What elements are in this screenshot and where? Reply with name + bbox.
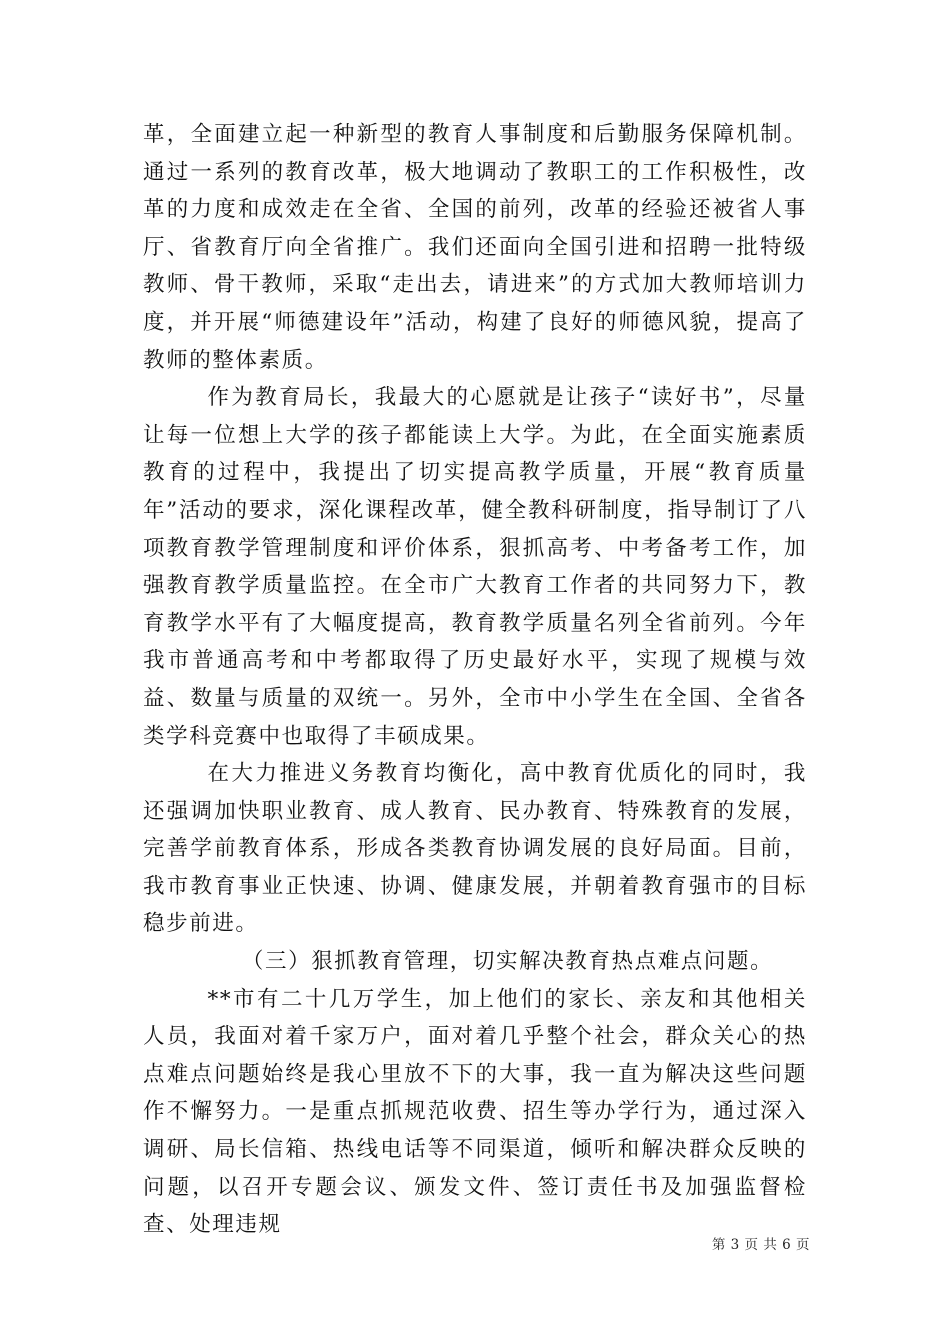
page-number: 第 3 页 共 6 页 <box>711 1237 810 1253</box>
section-heading: （三）狠抓教育管理，切实解决教育热点难点问题。 <box>241 949 774 975</box>
document-body <box>143 116 807 1244</box>
paragraph-balanced-development: 在大力推进义务教育均衡化，高中教育优质化的同时，我还强调加快职业教育、成人教育、民办教育、特殊教育的发展，完善学前教育体系，形成各类教育协调发展的良好局面。目前，我市教育事业正快速、协调、健康发展，并朝着教育强市的目标稳步前进。 <box>143 761 807 937</box>
paragraph-continuation: 革，全面建立起一种新型的教育人事制度和后勤服务保障机制。通过一系列的教育改革，极大地调动了教职工的工作积极性，改革的力度和成效走在全省、全国的前列，改革的经验还被省人事厅、省教育厅向全省推广。我们还面向全国引进和招聘一批特级教师、骨干教师，采取“走出去，请进来”的方式加大教师培训力度，并开展“师德建设年”活动，构建了良好的师德风貌，提高了教师的整体素质。 <box>143 122 807 373</box>
paragraph-education-quality: 作为教育局长，我最大的心愿就是让孩子“读好书”，尽量让每一位想上大学的孩子都能读上大学。为此，在全面实施素质教育的过程中，我提出了切实提高教学质量，开展“教育质量年”活动的要求，深化课程改革，健全教科研制度，指导制订了八项教育教学管理制度和评价体系，狠抓高考、中考备考工作，加强教育教学质量监控。在全市广大教育工作者的共同努力下，教育教学水平有了大幅度提高，教育教学质量名列全省前列。今年我市普通高考和中考都取得了历史最好水平，实现了规模与效益、数量与质量的双统一。另外，全市中小学生在全国、全省各类学科竞赛中也取得了丰硕成果。 <box>143 385 807 749</box>
paragraph-hotspot-issues: **市有二十几万学生，加上他们的家长、亲友和其他相关人员，我面对着千家万户，面对着几乎整个社会，群众关心的热点难点问题始终是我心里放不下的大事，我一直为解决这些问题作不懈努力。一是重点抓规范收费、招生等办学行为，通过深入调研、局长信箱、热线电话等不同渠道，倾听和解决群众反映的问题，以召开专题会议、颁发文件、签订责任书及加强监督检查、处理违规 <box>143 986 807 1238</box>
